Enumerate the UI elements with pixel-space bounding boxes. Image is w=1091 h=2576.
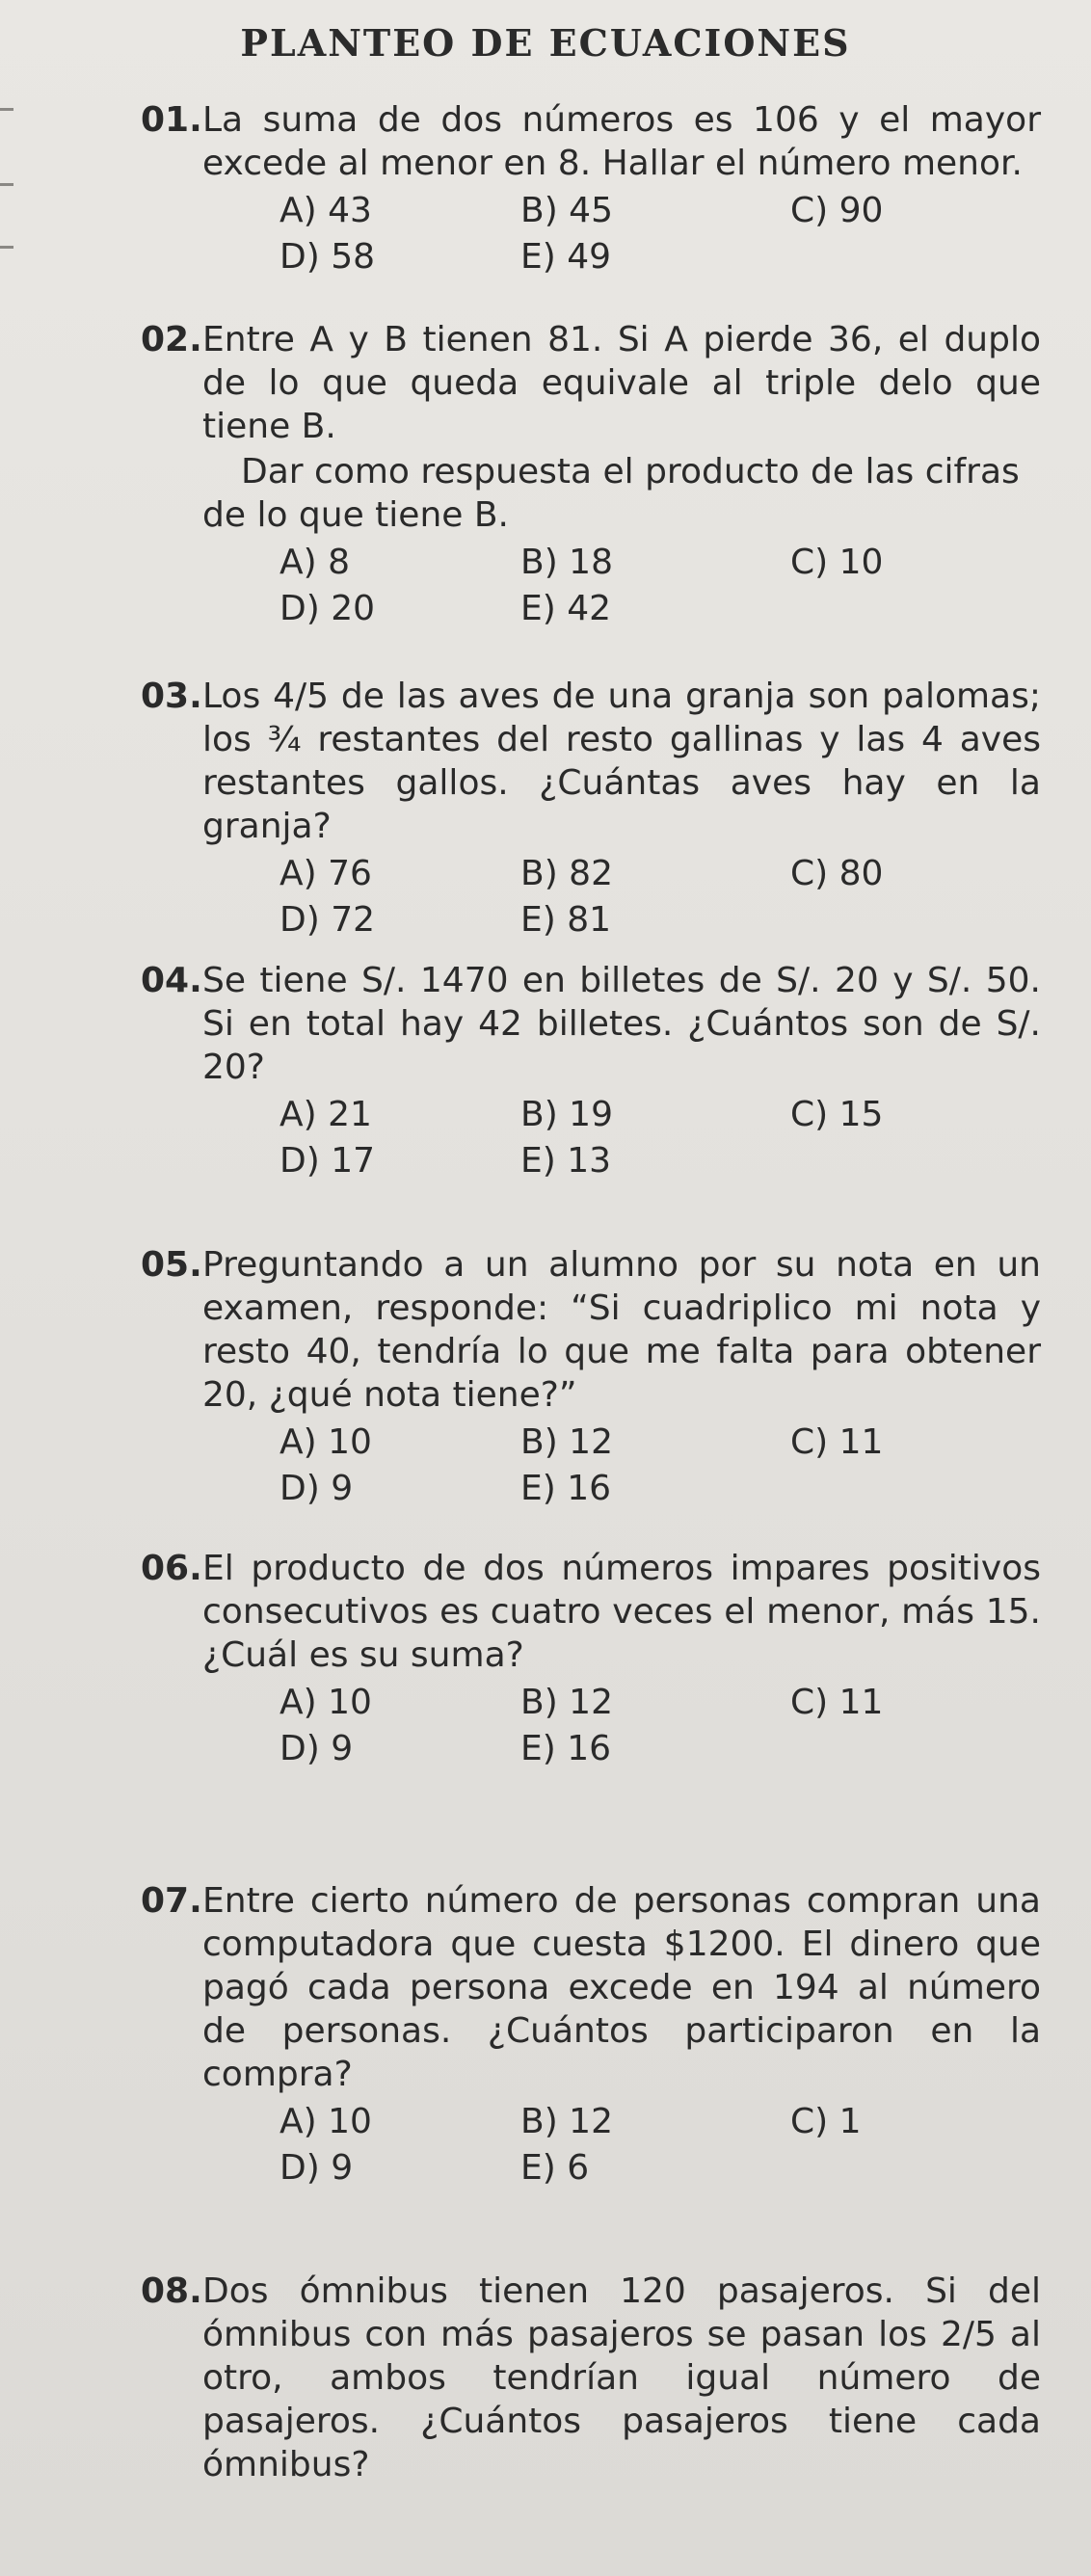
problem-note: Dar como respuesta el producto de las cifras de lo que tiene B. [202,452,1020,535]
option-e[interactable]: E) 16 [520,1729,612,1768]
answer-options [202,189,1041,279]
problem-statement [141,1243,1041,1417]
option-c[interactable]: C) 90 [790,191,884,230]
problem-text: El producto de dos números impares positivos consecutivos es cuatro veces el menor, más 15. ¿Cuál es su suma? [202,1549,1041,1675]
option-c[interactable]: C) 1 [790,2102,862,2141]
problem-03 [141,675,1041,943]
option-a[interactable]: A) 10 [279,2102,372,2141]
answer-options [202,541,1041,631]
problem-statement [141,98,1041,185]
option-d[interactable]: D) 9 [279,1729,354,1768]
problem-statement [141,1547,1041,1677]
option-a[interactable]: A) 43 [279,191,372,230]
problem-text: Preguntando a un alumno por su nota en un examen, responde: “Si cuadriplico mi nota y resto 40, tendría lo que me falta para obtener 20, ¿qué nota tiene?” [202,1245,1041,1415]
option-a[interactable]: A) 76 [279,854,372,893]
answer-options [202,852,1041,943]
problem-number: 07. [141,1881,202,1921]
option-a[interactable]: A) 10 [279,1683,372,1722]
binder-mark [0,183,13,186]
page-title: PLANTEO DE ECUACIONES [240,21,851,65]
problem-text: La suma de dos números es 106 y el mayor excede al menor en 8. Hallar el número menor. [202,100,1041,183]
problem-number: 04. [141,961,202,1000]
option-e[interactable]: E) 16 [520,1469,612,1508]
problem-number: 02. [141,320,202,359]
problem-text: Dos ómnibus tienen 120 pasajeros. Si del ómnibus con más pasajeros se pasan los 2/5 al otro, ambos tendrían igual número de pasajeros. ¿Cuántos pasajeros tiene cada ómnibus? [202,2271,1041,2484]
option-a[interactable]: A) 21 [279,1095,372,1134]
problem-number: 03. [141,677,202,716]
option-d[interactable]: D) 20 [279,589,376,628]
problem-number: 05. [141,1245,202,1285]
problem-statement [141,675,1041,848]
option-d[interactable]: D) 72 [279,900,376,940]
problem-text: Se tiene S/. 1470 en billetes de S/. 20 y S/. 50. Si en total hay 42 billetes. ¿Cuántos son de S/. 20? [202,961,1041,1087]
problem-07 [141,1879,1041,2191]
option-b[interactable]: B) 12 [520,2102,613,2141]
option-d[interactable]: D) 17 [279,1141,376,1181]
option-b[interactable]: B) 18 [520,543,613,582]
option-e[interactable]: E) 6 [520,2148,590,2188]
answer-options [202,1681,1041,1771]
binder-mark [0,108,13,111]
problem-04 [141,959,1041,1183]
problem-02 [141,318,1041,631]
option-b[interactable]: B) 12 [520,1422,613,1462]
option-c[interactable]: C) 11 [790,1422,884,1462]
option-a[interactable]: A) 8 [279,543,351,582]
answer-options [202,2100,1041,2191]
option-b[interactable]: B) 12 [520,1683,613,1722]
problem-text: Entre A y B tienen 81. Si A pierde 36, el duplo de lo que queda equivale al triple delo que tiene B. [202,320,1041,446]
option-b[interactable]: B) 82 [520,854,613,893]
option-c[interactable]: C) 11 [790,1683,884,1722]
option-e[interactable]: E) 13 [520,1141,612,1181]
option-c[interactable]: C) 15 [790,1095,884,1134]
problem-number: 08. [141,2271,202,2311]
option-c[interactable]: C) 80 [790,854,884,893]
option-d[interactable]: D) 58 [279,237,376,277]
option-c[interactable]: C) 10 [790,543,884,582]
answer-options [202,1093,1041,1183]
option-e[interactable]: E) 42 [520,589,612,628]
option-b[interactable]: B) 19 [520,1095,613,1134]
problem-statement [141,318,1041,448]
problem-statement [141,2270,1041,2486]
problem-number: 01. [141,100,202,140]
problem-statement [141,1879,1041,2096]
option-a[interactable]: A) 10 [279,1422,372,1462]
problem-statement [141,959,1041,1089]
option-b[interactable]: B) 45 [520,191,613,230]
problem-06 [141,1547,1041,1771]
problem-05 [141,1243,1041,1511]
problem-text: Los 4/5 de las aves de una granja son palomas; los ¾ restantes del resto gallinas y las 4 aves restantes gallos. ¿Cuántas aves hay en la granja? [202,677,1041,846]
problem-number: 06. [141,1549,202,1588]
option-d[interactable]: D) 9 [279,2148,354,2188]
option-d[interactable]: D) 9 [279,1469,354,1508]
option-e[interactable]: E) 49 [520,237,612,277]
binder-mark [0,246,13,249]
problem-08 [141,2270,1041,2486]
problem-01 [141,98,1041,279]
problem-text: Entre cierto número de personas compran una computadora que cuesta $1200. El dinero que pagó cada persona excede en 194 al número de personas. ¿Cuántos participaron en la compra? [202,1881,1041,2094]
answer-options [202,1421,1041,1511]
option-e[interactable]: E) 81 [520,900,612,940]
